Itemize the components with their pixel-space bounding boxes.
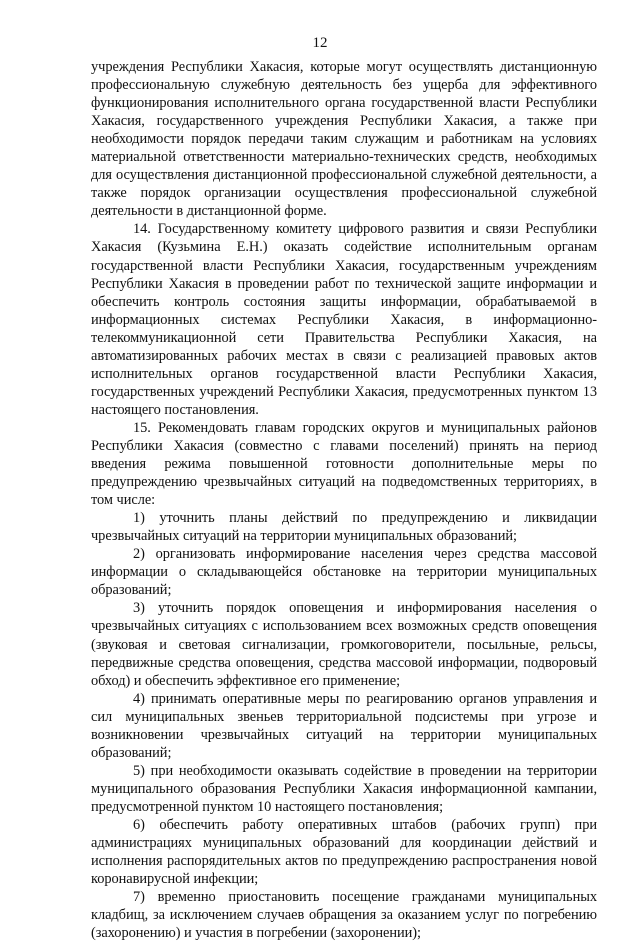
subitem-5: 5) при необходимости оказывать содействие в проведении на территории муниципального образования Республики Хакасия информационной кампании, предусмотренной пунктом 10 настоящего постановления; (91, 762, 597, 815)
subitem-6: 6) обеспечить работу оперативных штабов (рабочих групп) при администрациях муниципальных образований для координации действий и исполнения распорядительных актов по предупреждению распространения новой коронавирусной инфекции; (91, 816, 597, 888)
paragraph-continuation: учреждения Республики Хакасия, которые могут осуществлять дистанционную профессиональную служебную деятельность без ущерба для эффективного функционирования исполнительного органа государственной власти Республики Хакасия, государственного учреждения Республики Хакасия, а также при необходимости порядок передачи таким служащим и работникам на условиях материальной ответственности материально-технических средств, необходимых для осуществления дистанционной профессиональной служебной деятельности, а также порядок организации осуществления профессиональной служебной деятельности в дистанционной форме. (91, 59, 597, 220)
document-body (91, 58, 597, 942)
paragraph-item-15: 15. Рекомендовать главам городских округов и муниципальных районов Республики Хакасия (совместно с главами поселений) принять на период введения режима повышенной готовности дополнительные меры по предупреждению чрезвычайных ситуаций на подведомственных территориях, в том числе: (91, 419, 597, 509)
subitem-1: 1) уточнить планы действий по предупреждению и ликвидации чрезвычайных ситуаций на территории муниципальных образований; (91, 510, 597, 545)
subitem-7: 7) временно приостановить посещение гражданами муниципальных кладбищ, за исключением случаев обращения за оказанием услуг по погребению (захоронению) и участия в погребении (захоронении); (91, 889, 597, 942)
subitem-2: 2) организовать информирование населения через средства массовой информации о складывающейся обстановке на территории муниципальных образований; (91, 546, 597, 599)
paragraph-item-14: 14. Государственному комитету цифрового развития и связи Республики Хакасия (Кузьмина Е.Н.) оказать содействие исполнительным органам государственной власти Республики Хакасия, государственным учреждениям Республики Хакасия в проведении работ по технической защите информации и обеспечить контроль состояния защиты информации, обрабатываемой в информационных системах Республики Хакасия, в информационно-телекоммуникационной сети Правительства Республики Хакасия, на автоматизированных рабочих местах в связи с реализацией правовых актов исполнительных органов государственной власти Республики Хакасия, государственных учреждений Республики Хакасия, предусмотренных пунктом 13 настоящего постановления. (91, 221, 597, 418)
subitem-4: 4) принимать оперативные меры по реагированию органов управления и сил муниципальных звеньев территориальной подсистемы при угрозе и возникновении чрезвычайных ситуаций на территории муниципальных образований; (91, 690, 597, 761)
subitem-3: 3) уточнить порядок оповещения и информирования населения о чрезвычайных ситуациях с использованием всех возможных средств оповещения (звуковая и световая сигнализации, громкоговорители, посыльные, рельсы, передвижные средства оповещения, средства массовой информации, подворовый обход) и обеспечить эффективное его применение; (91, 600, 597, 689)
page-number: 12 (312, 35, 328, 51)
